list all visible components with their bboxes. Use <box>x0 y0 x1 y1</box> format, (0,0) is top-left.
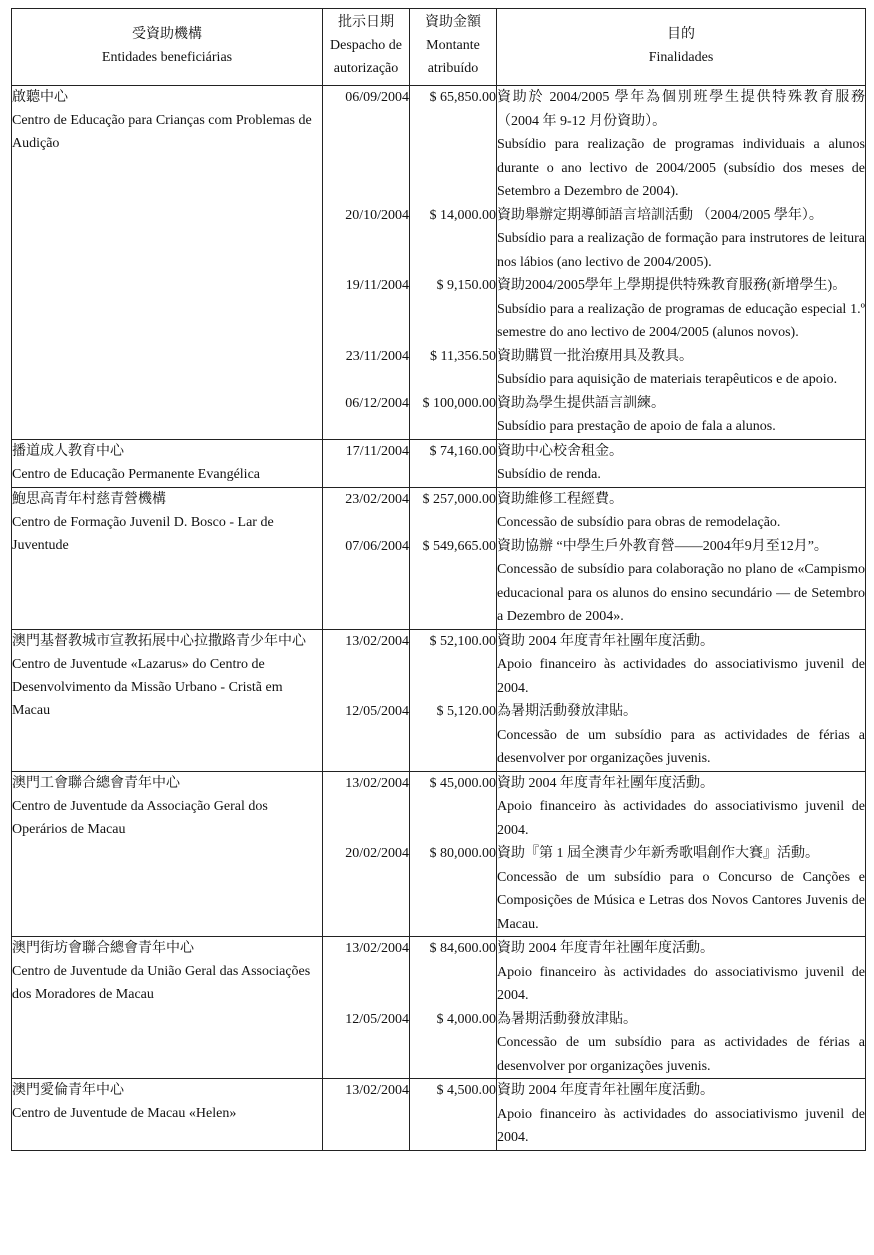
purpose-zh: 資助為學生提供語言訓練。 <box>497 395 665 411</box>
amount-cell <box>410 1079 497 1151</box>
purpose-pt: Subsídio para aquisição de materiais terapêuticos e de apoio. <box>497 372 838 387</box>
grant-date: 13/02/2004 <box>345 633 409 649</box>
entity-name-pt: Centro de Formação Juvenil D. Bosco - Lar de Juventude <box>12 514 274 553</box>
table-row <box>12 439 866 487</box>
purpose-block <box>497 1079 865 1150</box>
entity-name-pt: Centro de Juventude de Macau «Helen» <box>12 1106 237 1121</box>
grant-amount: $ 9,150.00 <box>436 278 496 293</box>
purpose-block <box>497 535 865 629</box>
entity-name-zh: 澳門基督教城市宣教拓展中心拉撒路青少年中心 <box>12 633 306 649</box>
purpose-pt: Apoio financeiro às actividades do associativismo juvenil de 2004. <box>497 657 865 696</box>
table-body <box>12 86 866 1151</box>
grant-amount: $ 52,100.00 <box>429 633 496 649</box>
header-amount-pt-1: Montante <box>426 38 480 53</box>
header-date-pt-2: autorização <box>333 61 399 76</box>
purpose-pt: Apoio financeiro às actividades do associativismo juvenil de 2004. <box>497 964 865 1003</box>
grant-amount: $ 4,500.00 <box>436 1083 496 1098</box>
header-purpose <box>497 9 866 86</box>
purpose-block <box>497 937 865 1008</box>
header-entities <box>12 9 323 86</box>
grant-date: 23/11/2004 <box>345 348 409 364</box>
entity-name-pt: Centro de Educação Permanente Evangélica <box>12 466 260 482</box>
purpose-zh: 資助2004/2005學年上學期提供特殊教育服務(新增學生)。 <box>497 278 847 293</box>
table-row <box>12 629 866 771</box>
purpose-block <box>497 392 865 439</box>
table-row <box>12 771 866 937</box>
grants-table <box>11 8 866 1151</box>
purpose-cell <box>497 1079 866 1151</box>
amount-cell <box>410 487 497 629</box>
purpose-pt: Subsídio para a realização de programas de educação especial 1.º semestre do ano lectivo de 2004/2005 (alunos novos). <box>497 301 865 340</box>
header-date-pt-1: Despacho de <box>330 38 402 53</box>
purpose-cell <box>497 937 866 1079</box>
date-cell <box>323 937 410 1079</box>
purpose-zh: 為暑期活動發放津貼。 <box>497 1011 637 1027</box>
grant-date: 17/11/2004 <box>345 443 409 459</box>
purpose-block <box>497 772 865 843</box>
entity-name-zh: 啟聽中心 <box>12 90 68 105</box>
grant-amount: $ 65,850.00 <box>429 90 496 105</box>
grant-amount: $ 74,160.00 <box>429 443 496 459</box>
grant-amount: $ 45,000.00 <box>429 775 496 791</box>
header-date-zh: 批示日期 <box>338 15 394 30</box>
grant-amount: $ 4,000.00 <box>436 1011 496 1027</box>
purpose-block <box>497 440 865 487</box>
purpose-pt: Concessão de um subsídio para o Concurso de Canções e Composições de Música e Letras dos Novos Cantores Juvenis de Macau. <box>497 869 865 932</box>
table-header-row <box>12 9 866 86</box>
purpose-zh: 資助中心校舍租金。 <box>497 443 623 459</box>
entity-name-zh: 播道成人教育中心 <box>12 443 124 459</box>
purpose-pt: Concessão de um subsídio para as actividades de férias a desenvolver por organizações juvenis. <box>497 727 865 766</box>
grant-date: 12/05/2004 <box>345 704 409 719</box>
date-cell <box>323 487 410 629</box>
date-cell <box>323 1079 410 1151</box>
grant-date: 23/02/2004 <box>345 491 409 507</box>
entity-cell <box>12 439 323 487</box>
entity-name-zh: 澳門工會聯合總會青年中心 <box>12 775 180 791</box>
grant-amount: $ 84,600.00 <box>429 941 496 956</box>
table-row <box>12 937 866 1079</box>
entity-cell <box>12 1079 323 1151</box>
purpose-cell <box>497 629 866 771</box>
entity-name-zh: 澳門愛倫青年中心 <box>12 1083 124 1098</box>
entity-cell <box>12 86 323 440</box>
header-purpose-zh: 目的 <box>667 27 695 42</box>
purpose-zh: 資助協辦 “中學生戶外教育營——2004年9月至12月”。 <box>497 538 828 554</box>
purpose-block <box>497 630 865 701</box>
purpose-block <box>497 842 865 936</box>
table-row <box>12 86 866 440</box>
entity-cell <box>12 487 323 629</box>
purpose-pt: Subsídio para realização de programas individuais a alunos durante o ano lectivo de 2004/2005 (subsídio dos meses de Setembro a Dezembro de 2004). <box>497 137 865 199</box>
grant-date: 13/02/2004 <box>345 1083 409 1098</box>
purpose-block <box>497 204 865 275</box>
grant-date: 19/11/2004 <box>345 278 409 293</box>
purpose-zh: 資助 2004 年度青年社團年度活動。 <box>497 941 714 956</box>
purpose-pt: Subsídio de renda. <box>497 467 601 482</box>
date-cell <box>323 771 410 937</box>
purpose-cell <box>497 439 866 487</box>
purpose-zh: 資助購買一批治療用具及教具。 <box>497 348 693 364</box>
header-purpose-pt: Finalidades <box>648 50 714 65</box>
header-entities-pt: Entidades beneficiárias <box>101 50 233 65</box>
purpose-pt: Subsídio para prestação de apoio de fala a alunos. <box>497 419 776 434</box>
purpose-zh: 資助舉辦定期導師語言培訓活動 （2004/2005 學年）。 <box>497 207 823 223</box>
grant-date: 12/05/2004 <box>345 1011 409 1027</box>
entity-cell <box>12 937 323 1079</box>
purpose-block <box>497 345 865 392</box>
purpose-zh: 資助 2004 年度青年社團年度活動。 <box>497 775 714 791</box>
header-date <box>323 9 410 86</box>
purpose-pt: Concessão de um subsídio para as actividades de férias a desenvolver por organizações juvenis. <box>497 1035 865 1074</box>
entity-name-zh: 澳門街坊會聯合總會青年中心 <box>12 941 194 956</box>
header-amount <box>410 9 497 86</box>
purpose-pt: Concessão de subsídio para colaboração no plano de «Campismo educacional para os alunos do ensino secundário — de Setembro a Dezembro de 2004». <box>497 562 865 624</box>
grant-amount: $ 11,356.50 <box>430 348 496 364</box>
date-cell <box>323 86 410 440</box>
grant-amount: $ 80,000.00 <box>429 846 496 861</box>
grant-date: 20/10/2004 <box>345 207 409 223</box>
purpose-cell <box>497 487 866 629</box>
purpose-zh: 為暑期活動發放津貼。 <box>497 704 637 719</box>
entity-name-pt: Centro de Juventude «Lazarus» do Centro de Desenvolvimento da Missão Urbano - Cristã em Macau <box>12 656 283 718</box>
purpose-block <box>497 274 865 345</box>
purpose-block <box>497 700 865 771</box>
purpose-zh: 資助於 2004/2005 學年為個別班學生提供特殊教育服務（2004 年 9-12 月份資助）。 <box>497 90 865 129</box>
grant-amount: $ 549,665.00 <box>422 538 496 554</box>
grant-amount: $ 14,000.00 <box>429 207 496 223</box>
purpose-block <box>497 1008 865 1079</box>
grant-date: 20/02/2004 <box>345 846 409 861</box>
entity-name-pt: Centro de Juventude da Associação Geral dos Operários de Macau <box>12 798 268 837</box>
purpose-pt: Apoio financeiro às actividades do associativismo juvenil de 2004. <box>497 799 865 838</box>
entity-cell <box>12 629 323 771</box>
table-row <box>12 1079 866 1151</box>
amount-cell <box>410 771 497 937</box>
grant-amount: $ 100,000.00 <box>422 395 496 411</box>
amount-cell <box>410 86 497 440</box>
date-cell <box>323 439 410 487</box>
grant-date: 13/02/2004 <box>345 941 409 956</box>
table-row <box>12 487 866 629</box>
purpose-cell <box>497 771 866 937</box>
entity-name-zh: 鮑思高青年村慈青營機構 <box>12 491 166 507</box>
purpose-cell <box>497 86 866 440</box>
entity-cell <box>12 771 323 937</box>
purpose-zh: 資助維修工程經費。 <box>497 491 623 507</box>
grant-date: 06/12/2004 <box>345 395 409 411</box>
date-cell <box>323 629 410 771</box>
amount-cell <box>410 439 497 487</box>
header-amount-pt-2: atribuído <box>427 61 479 76</box>
header-amount-zh: 資助金額 <box>425 15 481 30</box>
purpose-zh: 資助 2004 年度青年社團年度活動。 <box>497 1083 714 1098</box>
purpose-zh: 資助 2004 年度青年社團年度活動。 <box>497 633 714 649</box>
purpose-block <box>497 488 865 535</box>
amount-cell <box>410 937 497 1079</box>
entity-name-pt: Centro de Educação para Crianças com Problemas de Audição <box>12 113 312 151</box>
purpose-pt: Concessão de subsídio para obras de remodelação. <box>497 515 781 530</box>
grant-date: 13/02/2004 <box>345 775 409 791</box>
header-entities-zh: 受資助機構 <box>132 27 202 42</box>
entity-name-pt: Centro de Juventude da União Geral das Associações dos Moradores de Macau <box>12 964 311 1002</box>
grant-amount: $ 5,120.00 <box>436 704 496 719</box>
grant-date: 07/06/2004 <box>345 538 409 554</box>
purpose-zh: 資助『第 1 屆全澳青少年新秀歌唱創作大賽』活動。 <box>497 846 819 861</box>
amount-cell <box>410 629 497 771</box>
purpose-pt: Apoio financeiro às actividades do associativismo juvenil de 2004. <box>497 1106 865 1145</box>
purpose-pt: Subsídio para a realização de formação para instrutores de leitura nos lábios (ano lectivo de 2004/2005). <box>497 231 865 270</box>
grant-date: 06/09/2004 <box>345 90 409 105</box>
grant-amount: $ 257,000.00 <box>422 491 496 507</box>
purpose-block <box>497 86 865 204</box>
